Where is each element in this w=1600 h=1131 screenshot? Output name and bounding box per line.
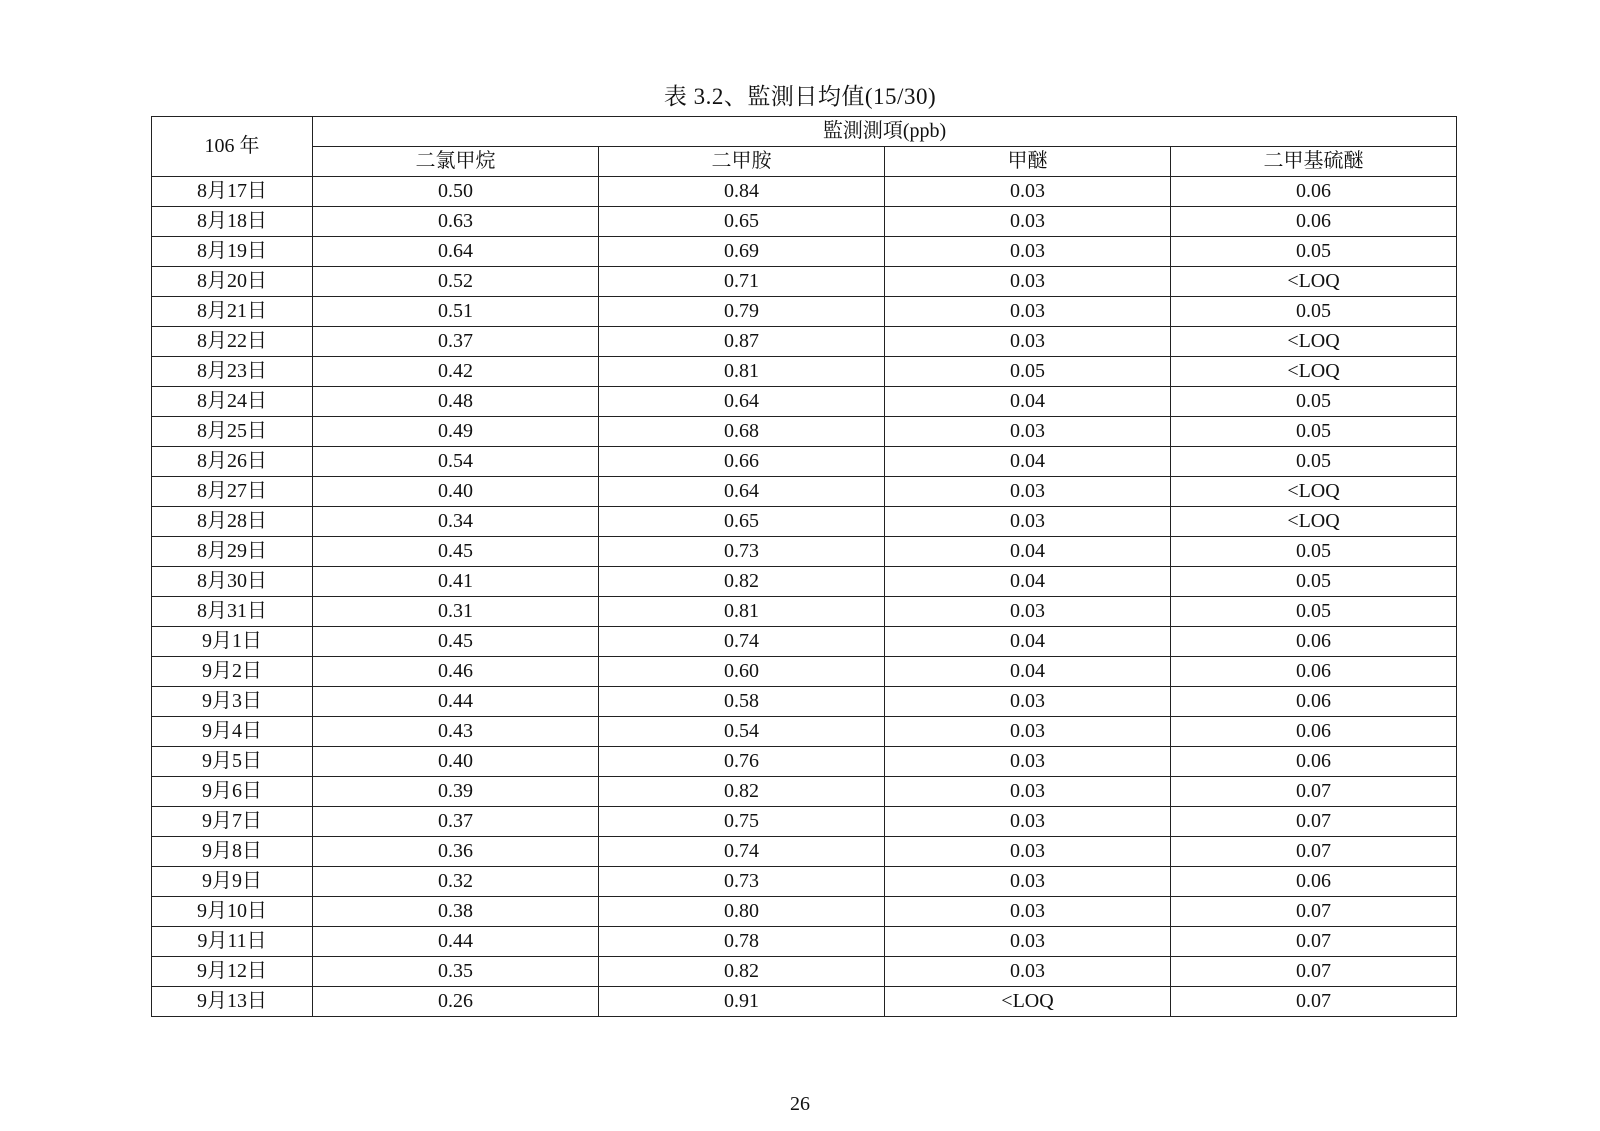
column-header: 二氯甲烷 [313, 147, 599, 177]
table-row [152, 807, 1457, 837]
value-cell: 0.03 [885, 927, 1171, 957]
value-cell: 0.03 [885, 297, 1171, 327]
table-row [152, 417, 1457, 447]
date-cell: 8月24日 [152, 387, 313, 417]
value-cell: 0.46 [313, 657, 599, 687]
table-row [152, 717, 1457, 747]
value-cell: 0.07 [1171, 987, 1457, 1017]
value-cell: 0.45 [313, 627, 599, 657]
value-cell: 0.06 [1171, 627, 1457, 657]
table-row [152, 387, 1457, 417]
date-cell: 8月20日 [152, 267, 313, 297]
table-row [152, 897, 1457, 927]
value-cell: 0.82 [599, 567, 885, 597]
value-cell: 0.64 [313, 237, 599, 267]
value-cell: 0.05 [1171, 597, 1457, 627]
value-cell: 0.03 [885, 717, 1171, 747]
date-cell: 9月2日 [152, 657, 313, 687]
value-cell: 0.03 [885, 747, 1171, 777]
value-cell: 0.07 [1171, 897, 1457, 927]
value-cell: 0.04 [885, 567, 1171, 597]
value-cell: 0.06 [1171, 177, 1457, 207]
value-cell: 0.05 [1171, 447, 1457, 477]
value-cell: 0.51 [313, 297, 599, 327]
table-row [152, 597, 1457, 627]
value-cell: 0.07 [1171, 837, 1457, 867]
date-cell: 8月27日 [152, 477, 313, 507]
value-cell: 0.75 [599, 807, 885, 837]
table-row [152, 447, 1457, 477]
date-cell: 9月10日 [152, 897, 313, 927]
value-cell: 0.44 [313, 687, 599, 717]
value-cell: 0.43 [313, 717, 599, 747]
value-cell: 0.03 [885, 477, 1171, 507]
value-cell: 0.05 [1171, 387, 1457, 417]
table-row [152, 927, 1457, 957]
value-cell: 0.35 [313, 957, 599, 987]
table-row [152, 657, 1457, 687]
table-row [152, 207, 1457, 237]
value-cell: 0.64 [599, 477, 885, 507]
column-header: 二甲基硫醚 [1171, 147, 1457, 177]
value-cell: 0.04 [885, 387, 1171, 417]
date-cell: 8月31日 [152, 597, 313, 627]
value-cell: 0.76 [599, 747, 885, 777]
value-cell: <LOQ [1171, 507, 1457, 537]
date-cell: 8月19日 [152, 237, 313, 267]
value-cell: 0.04 [885, 537, 1171, 567]
value-cell: 0.50 [313, 177, 599, 207]
value-cell: 0.03 [885, 237, 1171, 267]
date-cell: 8月22日 [152, 327, 313, 357]
value-cell: 0.79 [599, 297, 885, 327]
value-cell: 0.39 [313, 777, 599, 807]
value-cell: 0.05 [1171, 417, 1457, 447]
monitoring-table [151, 116, 1457, 1017]
page-number: 26 [790, 1093, 810, 1115]
value-cell: 0.91 [599, 987, 885, 1017]
value-cell: <LOQ [1171, 357, 1457, 387]
value-cell: 0.45 [313, 537, 599, 567]
page-title: 表 3.2、監測日均值(15/30) [663, 84, 937, 109]
value-cell: 0.07 [1171, 777, 1457, 807]
date-cell: 9月4日 [152, 717, 313, 747]
table-row [152, 987, 1457, 1017]
value-cell: 0.41 [313, 567, 599, 597]
value-cell: 0.03 [885, 687, 1171, 717]
value-cell: 0.73 [599, 867, 885, 897]
value-cell: 0.81 [599, 597, 885, 627]
date-cell: 8月25日 [152, 417, 313, 447]
date-cell: 8月30日 [152, 567, 313, 597]
table-body [152, 177, 1457, 1017]
value-cell: 0.66 [599, 447, 885, 477]
value-cell: 0.71 [599, 267, 885, 297]
date-cell: 9月13日 [152, 987, 313, 1017]
value-cell: <LOQ [1171, 477, 1457, 507]
value-cell: 0.31 [313, 597, 599, 627]
table-row [152, 837, 1457, 867]
value-cell: 0.65 [599, 507, 885, 537]
value-cell: 0.04 [885, 447, 1171, 477]
value-cell: 0.05 [1171, 237, 1457, 267]
date-cell: 8月17日 [152, 177, 313, 207]
table-row [152, 267, 1457, 297]
value-cell: 0.58 [599, 687, 885, 717]
value-cell: 0.04 [885, 657, 1171, 687]
date-cell: 8月18日 [152, 207, 313, 237]
value-cell: 0.38 [313, 897, 599, 927]
table-row [152, 777, 1457, 807]
value-cell: 0.40 [313, 477, 599, 507]
table-row [152, 237, 1457, 267]
date-cell: 9月6日 [152, 777, 313, 807]
table-row [152, 747, 1457, 777]
column-header: 二甲胺 [599, 147, 885, 177]
date-cell: 8月28日 [152, 507, 313, 537]
value-cell: 0.63 [313, 207, 599, 237]
value-cell: 0.03 [885, 327, 1171, 357]
value-cell: 0.49 [313, 417, 599, 447]
value-cell: 0.07 [1171, 807, 1457, 837]
value-cell: 0.68 [599, 417, 885, 447]
value-cell: 0.05 [885, 357, 1171, 387]
value-cell: 0.03 [885, 177, 1171, 207]
value-cell: 0.06 [1171, 207, 1457, 237]
value-cell: 0.78 [599, 927, 885, 957]
table-header-row [152, 117, 1457, 147]
value-cell: <LOQ [1171, 327, 1457, 357]
table-row [152, 867, 1457, 897]
value-cell: 0.37 [313, 327, 599, 357]
value-cell: 0.06 [1171, 657, 1457, 687]
value-cell: 0.06 [1171, 687, 1457, 717]
date-cell: 9月5日 [152, 747, 313, 777]
value-cell: 0.80 [599, 897, 885, 927]
value-cell: 0.03 [885, 777, 1171, 807]
table-row [152, 357, 1457, 387]
date-cell: 8月23日 [152, 357, 313, 387]
value-cell: <LOQ [1171, 267, 1457, 297]
value-cell: 0.60 [599, 657, 885, 687]
value-cell: 0.03 [885, 417, 1171, 447]
table-row [152, 537, 1457, 567]
value-cell: 0.03 [885, 897, 1171, 927]
table-row [152, 177, 1457, 207]
table-row [152, 957, 1457, 987]
value-cell: 0.03 [885, 207, 1171, 237]
value-cell: 0.05 [1171, 297, 1457, 327]
date-cell: 8月26日 [152, 447, 313, 477]
date-cell: 9月9日 [152, 867, 313, 897]
date-cell: 8月29日 [152, 537, 313, 567]
value-cell: 0.07 [1171, 957, 1457, 987]
value-cell: 0.69 [599, 237, 885, 267]
column-header-row [152, 147, 1457, 177]
value-cell: 0.40 [313, 747, 599, 777]
value-cell: 0.44 [313, 927, 599, 957]
group-header: 監測測項(ppb) [313, 117, 1457, 147]
value-cell: 0.74 [599, 627, 885, 657]
value-cell: 0.26 [313, 987, 599, 1017]
table-row [152, 507, 1457, 537]
value-cell: 0.03 [885, 507, 1171, 537]
value-cell: 0.82 [599, 957, 885, 987]
value-cell: 0.82 [599, 777, 885, 807]
table-row [152, 477, 1457, 507]
value-cell: 0.84 [599, 177, 885, 207]
value-cell: 0.36 [313, 837, 599, 867]
value-cell: 0.74 [599, 837, 885, 867]
value-cell: 0.03 [885, 867, 1171, 897]
value-cell: 0.54 [599, 717, 885, 747]
year-header: 106 年 [152, 117, 313, 177]
value-cell: 0.34 [313, 507, 599, 537]
value-cell: 0.52 [313, 267, 599, 297]
value-cell: 0.03 [885, 957, 1171, 987]
table-row [152, 627, 1457, 657]
value-cell: 0.42 [313, 357, 599, 387]
table-row [152, 297, 1457, 327]
value-cell: 0.32 [313, 867, 599, 897]
value-cell: 0.06 [1171, 747, 1457, 777]
value-cell: 0.06 [1171, 717, 1457, 747]
date-cell: 9月1日 [152, 627, 313, 657]
date-cell: 9月7日 [152, 807, 313, 837]
value-cell: 0.05 [1171, 567, 1457, 597]
value-cell: 0.05 [1171, 537, 1457, 567]
date-cell: 8月21日 [152, 297, 313, 327]
date-cell: 9月12日 [152, 957, 313, 987]
value-cell: <LOQ [885, 987, 1171, 1017]
value-cell: 0.03 [885, 267, 1171, 297]
value-cell: 0.03 [885, 837, 1171, 867]
value-cell: 0.03 [885, 597, 1171, 627]
table-row [152, 327, 1457, 357]
date-cell: 9月3日 [152, 687, 313, 717]
column-header: 甲醚 [885, 147, 1171, 177]
value-cell: 0.64 [599, 387, 885, 417]
value-cell: 0.87 [599, 327, 885, 357]
value-cell: 0.37 [313, 807, 599, 837]
value-cell: 0.04 [885, 627, 1171, 657]
date-cell: 9月8日 [152, 837, 313, 867]
value-cell: 0.65 [599, 207, 885, 237]
table-row [152, 567, 1457, 597]
table-row [152, 687, 1457, 717]
value-cell: 0.73 [599, 537, 885, 567]
value-cell: 0.03 [885, 807, 1171, 837]
date-cell: 9月11日 [152, 927, 313, 957]
value-cell: 0.81 [599, 357, 885, 387]
value-cell: 0.54 [313, 447, 599, 477]
value-cell: 0.48 [313, 387, 599, 417]
value-cell: 0.06 [1171, 867, 1457, 897]
value-cell: 0.07 [1171, 927, 1457, 957]
